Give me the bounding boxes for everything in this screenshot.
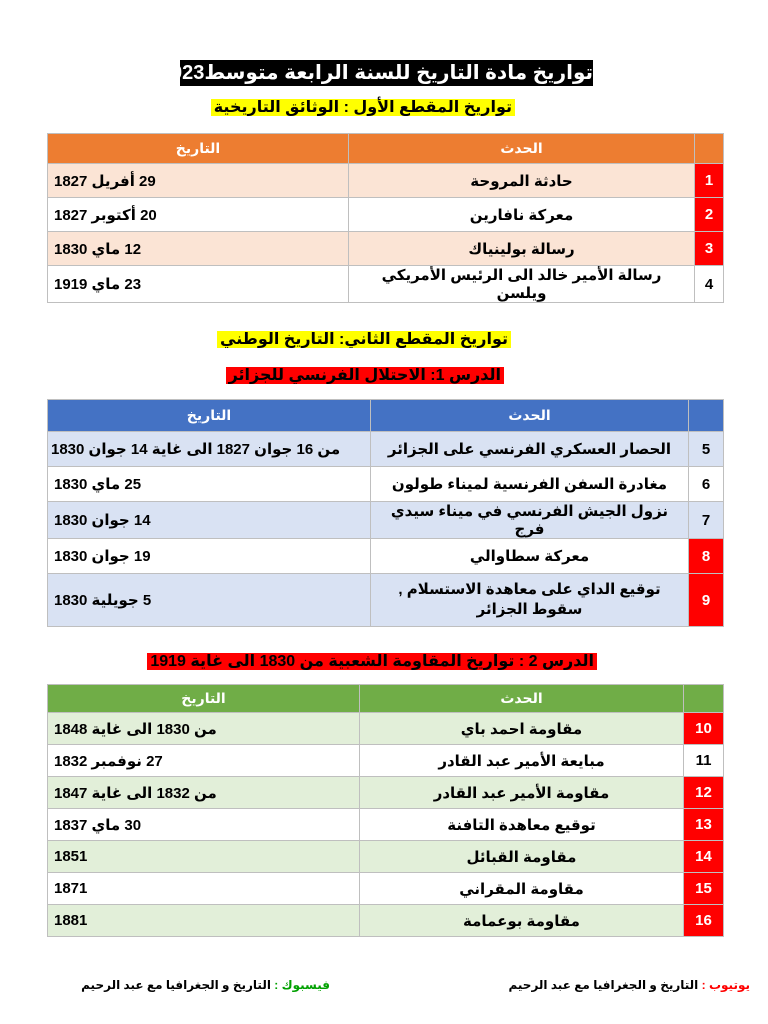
row-event: مقاومة احمد باي [360,713,684,745]
lesson2-table [47,684,724,937]
lesson1-heading: الدرس 1: الاحتلال الفرنسي للجزائر [226,367,504,384]
date-header: التاريخ [48,685,360,713]
row-event: توقيع الداي على معاهدة الاستسلام , سقوط الجزائر [371,574,689,627]
table-row [48,873,724,905]
table-row [48,502,724,539]
row-number: 2 [695,198,724,232]
number-header [695,134,724,164]
row-number: 12 [684,777,724,809]
table-row [48,232,724,266]
row-event: معركة نافارين [349,198,695,232]
table-row [48,905,724,937]
row-date: 30 ماي 1837 [54,816,142,834]
youtube-label: يوتيوب : [701,978,750,992]
row-date: 5 جويلية 1830 [54,592,152,609]
row-date: 12 ماي 1830 [54,240,142,258]
row-event: رسالة بولينياك [349,232,695,266]
table-row [48,777,724,809]
row-event: توقيع معاهدة التافنة [360,809,684,841]
row-number: 1 [695,164,724,198]
row-number: 13 [684,809,724,841]
table-row [48,574,724,627]
row-date: 14 جوان 1830 [54,512,151,529]
row-date: 19 جوان 1830 [54,548,151,565]
row-number: 7 [689,502,724,539]
row-number: 10 [684,713,724,745]
footer-youtube [509,978,751,992]
row-number: 15 [684,873,724,905]
row-date: 27 نوفمبر 1832 [54,752,163,770]
footer-facebook [81,978,330,992]
row-event: الحصار العسكري الفرنسي على الجزائر [371,432,689,467]
table-row [48,467,724,502]
row-date: 23 ماي 1919 [54,276,142,293]
row-date: 1881 [54,912,88,929]
row-number: 6 [689,467,724,502]
row-date: من 1830 الى غاية 1848 [54,720,217,738]
row-date: 20 أكتوبر 1827 [54,206,157,224]
row-event: مقاومة الأمير عبد القادر [360,777,684,809]
youtube-text: التاريخ و الجغرافيا مع عبد الرحيم [508,978,699,992]
row-date: 1851 [54,848,88,865]
event-header: الحدث [360,685,684,713]
row-number: 8 [689,539,724,574]
facebook-text: التاريخ و الجغرافيا مع عبد الرحيم [81,978,271,992]
row-date: 1871 [54,880,88,897]
row-event: مقاومة بوعمامة [360,905,684,937]
row-event: مغادرة السفن الفرنسية لميناء طولون [371,467,689,502]
date-header: التاريخ [48,134,349,164]
row-event: مقاومة المقراني [360,873,684,905]
table-row [48,266,724,303]
row-date: من 16 جوان 1827 الى غاية 14 جوان 1830 [51,441,341,458]
row-number: 14 [684,841,724,873]
document-title: تواريخ مادة التاريخ للسنة الرابعة متوسطBEM 2023 [109,62,593,84]
row-number: 16 [684,905,724,937]
section1-table [47,133,724,303]
row-date: من 1832 الى غاية 1847 [54,784,217,802]
event-header: الحدث [349,134,695,164]
row-event: مبايعة الأمير عبد القادر [360,745,684,777]
row-event: حادثة المروحة [349,164,695,198]
section1-heading: تواريخ المقطع الأول : الوثائق التاريخية [211,99,515,116]
table-row [48,809,724,841]
event-header: الحدث [371,400,689,432]
row-number: 4 [695,266,724,303]
facebook-label: فيسبوك : [274,978,330,992]
row-number: 11 [684,745,724,777]
lesson1-table [47,399,724,627]
table-row [48,713,724,745]
number-header [684,685,724,713]
row-event: مقاومة القبائل [360,841,684,873]
table-row [48,198,724,232]
row-number: 3 [695,232,724,266]
row-date: 29 أفريل 1827 [54,172,156,190]
row-number: 5 [689,432,724,467]
table-row [48,841,724,873]
row-event: معركة سطاوالي [371,539,689,574]
number-header [689,400,724,432]
table-row [48,432,724,467]
table-row [48,745,724,777]
row-date: 25 ماي 1830 [54,476,142,493]
section2-heading: تواريخ المقطع الثاني: التاريخ الوطني [217,331,511,348]
row-number: 9 [689,574,724,627]
date-header: التاريخ [48,400,371,432]
row-event: نزول الجيش الفرنسي في ميناء سيدي فرج [371,502,689,539]
row-event: رسالة الأمير خالد الى الرئيس الأمريكي ويلسن [349,266,695,303]
lesson2-heading: الدرس 2 : تواريخ المقاومة الشعبية من 1830 الى غاية 1919 [147,653,597,670]
table-row [48,539,724,574]
table-row [48,164,724,198]
